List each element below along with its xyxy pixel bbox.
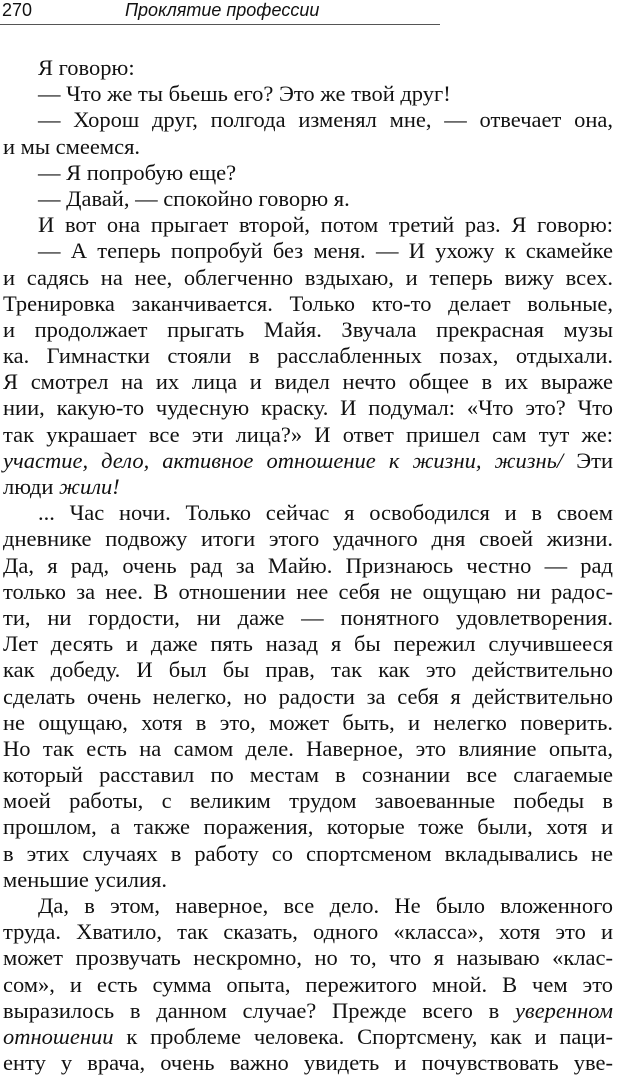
text-fragment: люди xyxy=(3,474,60,499)
text-line: Тренировка заканчивается. Только кто-то делает вольные, xyxy=(3,290,613,316)
text-line xyxy=(3,1024,613,1050)
text-line: и продолжает прыгать Майя. Звучала прекрасная музы xyxy=(3,316,613,342)
text-line: сом», и есть сумма опыта, пережитого мной. В чем это xyxy=(3,971,613,997)
text-line: Но так есть на самом деле. Наверное, это влияние опыта, xyxy=(3,735,613,761)
text-line: ... Час ночи. Только сейчас я освободился и в своем xyxy=(38,500,613,526)
text-line: как добеду. И был бы прав, так как это действительно xyxy=(3,657,613,683)
text-line: моей работы, с великим трудом завоеванные победы в xyxy=(3,788,613,814)
text-line xyxy=(3,474,613,500)
text-line: в этих случаях в работу со спортсменом вкладывались не xyxy=(3,840,613,866)
text-line: И вот она прыгает второй, потом третий раз. Я говорю: xyxy=(38,212,613,238)
body-text xyxy=(3,55,613,1076)
text-line: Лет десять и даже пять назад я бы пережил случившееся xyxy=(3,631,613,657)
text-line: — Что же ты бьешь его? Это же твой друг! xyxy=(38,81,451,107)
text-line: и садясь на нее, облегченно вздыхаю, и теперь вижу всех. xyxy=(3,264,613,290)
text-fragment: к проблеме человека. Спортсмену, как и паци- xyxy=(113,1023,613,1049)
text-line: сделать очень нелегко, но радости за себя я действительно xyxy=(3,683,613,709)
text-line: — А теперь попробуй без меня. — И ухожу к скамейке xyxy=(38,238,613,264)
emphasis: уверенном xyxy=(514,997,613,1023)
text-line: который расставил по местам в сознании все слагаемые xyxy=(3,762,613,788)
text-line: ка. Гимнастки стояли в расслабленных позах, отдыхали. xyxy=(3,343,613,369)
text-line: только за нее. В отношении нее себя не ощущаю ни радос- xyxy=(3,578,613,604)
text-line: — Давай, — спокойно говорю я. xyxy=(38,185,350,211)
running-header xyxy=(0,0,440,25)
text-line xyxy=(3,998,613,1024)
text-line: енту у врача, очень важно увидеть и почувствовать уве- xyxy=(3,1050,613,1076)
text-line: ти, ни гордости, ни даже — понятного удовлетворения. xyxy=(3,604,613,630)
text-line: меньшие усилия. xyxy=(3,866,168,892)
text-line: дневнике подвожу итоги этого удачного дня своей жизни. xyxy=(3,526,613,552)
text-fragment: выразилось в данном случае? Прежде всего в xyxy=(3,997,515,1023)
text-line: нии, какую-то чудесную краску. И подумал: «Что это? Что xyxy=(3,395,613,421)
emphasis: жили! xyxy=(59,474,120,499)
text-line: может прозвучать нескромно, но то, что я называю «клас- xyxy=(3,945,613,971)
text-line: и мы смеемся. xyxy=(3,133,141,159)
text-line xyxy=(3,448,613,474)
text-line: Я смотрел на их лица и видел нечто общее в их выраже xyxy=(3,369,613,395)
text-line: — Хорош друг, полгода изменял мне, — отвечает она, xyxy=(38,107,613,133)
text-line: не ощущаю, хотя в это, может быть, и нелегко поверить. xyxy=(3,709,613,735)
text-line: так украшает все эти лица?» И ответ пришел сам тут же: xyxy=(3,421,613,447)
running-title: Проклятие профессии xyxy=(125,0,320,20)
text-fragment: Эти xyxy=(563,447,613,473)
text-line: труда. Хватило, так сказать, одного «класса», хотя это и xyxy=(3,919,613,945)
text-line: прошлом, а также поражения, которые тоже были, хотя и xyxy=(3,814,613,840)
emphasis: участие, дело, активное отношение к жизни, жизнь/ xyxy=(3,447,564,473)
text-line: Да, в этом, наверное, все дело. Не было вложенного xyxy=(38,893,613,918)
emphasis: отношении xyxy=(3,1023,114,1049)
text-line: Я говорю: xyxy=(38,55,135,80)
text-line: — Я попробую еще? xyxy=(38,159,237,185)
text-line: Да, я рад, очень рад за Майю. Признаюсь честно — рад xyxy=(3,552,613,578)
page-number: 270 xyxy=(2,0,33,20)
